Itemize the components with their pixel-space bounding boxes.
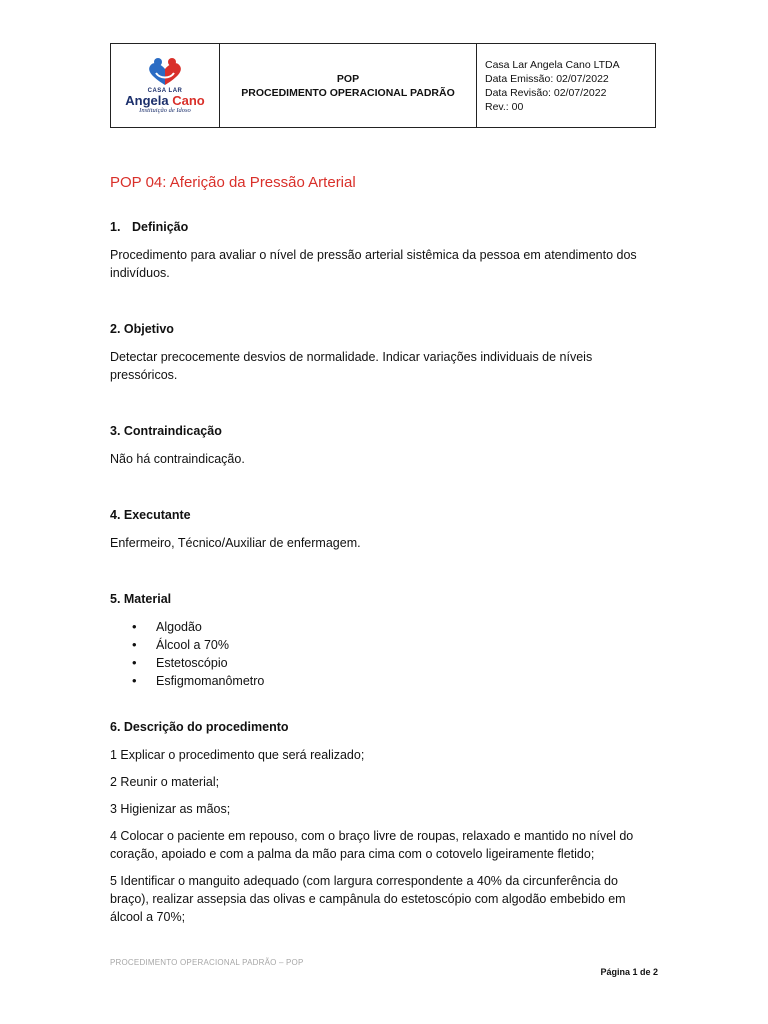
section-heading-contraindicacao: 3. Contraindicação	[110, 424, 222, 438]
header-info-cell	[477, 44, 655, 127]
logo-subtitle: Instituição de Idoso	[139, 107, 191, 114]
header-rev: Rev.: 00	[485, 101, 524, 113]
procedure-step: 5 Identificar o manguito adequado (com largura correspondente a 40% da circunferência do braço), realizar assepsia das olivas e campânula do estetoscópio com algodão embebido em álcool a 70%;	[110, 874, 626, 924]
logo-name	[125, 94, 204, 107]
section-heading-objetivo: 2. Objetivo	[110, 322, 174, 336]
footer-title: PROCEDIMENTO OPERACIONAL PADRÃO – POP	[110, 958, 304, 967]
document-content	[110, 172, 658, 935]
document-title: POP 04: Aferição da Pressão Arterial	[110, 174, 356, 191]
section-text-objetivo: Detectar precocemente desvios de normalidade. Indicar variações individuais de níveis pressóricos.	[110, 350, 593, 382]
header-emissao: Data Emissão: 02/07/2022	[485, 73, 609, 85]
page-number: Página 1 de 2	[600, 967, 658, 977]
casa-lar-logo	[125, 57, 204, 114]
section-heading-definicao	[110, 218, 658, 236]
section-text-definicao: Procedimento para avaliar o nível de pressão arterial sistêmica da pessoa em atendimento dos indivíduos.	[110, 248, 637, 280]
section-heading-executante: 4. Executante	[110, 508, 191, 522]
list-item: • Álcool a 70%	[132, 636, 658, 654]
procedure-step: 4 Colocar o paciente em repouso, com o braço livre de roupas, relaxado e mantido no nível do coração, apoiado e com a palma da mão para cima com o cotovelo ligeiramente fletido;	[110, 829, 634, 861]
procedure-step: 1 Explicar o procedimento que será realizado;	[110, 748, 365, 762]
material-list	[110, 618, 658, 690]
section-heading-material: 5. Material	[110, 592, 172, 606]
logo-name-first: Angela	[125, 93, 169, 108]
header-procedimento: PROCEDIMENTO OPERACIONAL PADRÃO	[241, 86, 455, 99]
heart-people-icon	[142, 57, 188, 87]
section-number: 1.	[110, 220, 121, 234]
logo-name-second: Cano	[172, 93, 205, 108]
header-pop: POP	[336, 72, 360, 85]
section-text-executante: Enfermeiro, Técnico/Auxiliar de enfermagem.	[110, 536, 361, 550]
procedure-step: 3 Higienizar as mãos;	[110, 802, 231, 816]
section-text-contraindicacao: Não há contraindicação.	[110, 452, 245, 466]
section-heading-descricao: 6. Descrição do procedimento	[110, 720, 289, 734]
header-revisao: Data Revisão: 02/07/2022	[485, 87, 607, 99]
list-item: • Algodão	[132, 618, 658, 636]
header-title-cell	[220, 44, 477, 127]
logo-cell	[111, 44, 220, 127]
logo-casa-text: CASA LAR	[147, 88, 183, 94]
list-item: • Estetoscópio	[132, 654, 658, 672]
list-item: • Esfigmomanômetro	[132, 672, 658, 690]
procedure-step: 2 Reunir o material;	[110, 775, 220, 789]
section-heading-text: Definição	[132, 220, 189, 234]
header-company: Casa Lar Angela Cano LTDA	[485, 59, 620, 71]
header-table	[110, 43, 656, 128]
